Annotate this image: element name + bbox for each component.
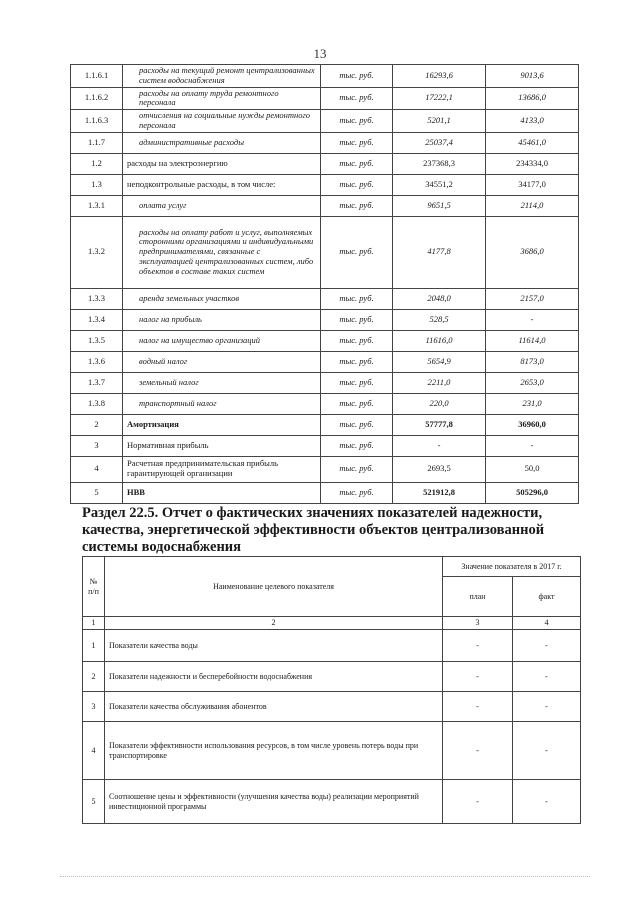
row-value-fact: 13686,0 [486, 87, 579, 110]
row-name: водный налог [123, 351, 321, 372]
indicator-row [83, 630, 581, 662]
table-row [71, 87, 579, 110]
indicator-fact: - [513, 630, 581, 662]
header-plan: план [443, 577, 513, 617]
row-unit: тыс. руб. [321, 482, 393, 503]
row-value-fact: 3686,0 [486, 216, 579, 288]
row-name: налог на имущество организаций [123, 330, 321, 351]
table-row [71, 65, 579, 88]
row-unit: тыс. руб. [321, 414, 393, 435]
row-unit: тыс. руб. [321, 132, 393, 153]
row-name: отчисления на социальные нужды ремонтного персонала [123, 110, 321, 133]
indicator-plan: - [443, 692, 513, 722]
row-unit: тыс. руб. [321, 435, 393, 456]
table-row [71, 393, 579, 414]
indicator-row [83, 780, 581, 824]
row-value-plan: 25037,4 [393, 132, 486, 153]
indicator-no: 5 [83, 780, 105, 824]
table-row [71, 132, 579, 153]
row-name: административные расходы [123, 132, 321, 153]
row-value-fact: 11614,0 [486, 330, 579, 351]
row-name: транспортный налог [123, 393, 321, 414]
row-code: 5 [71, 482, 123, 503]
row-value-fact: 36960,0 [486, 414, 579, 435]
header-fact: факт [513, 577, 581, 617]
header-name: Наименование целевого показателя [105, 557, 443, 617]
row-value-fact: 505296,0 [486, 482, 579, 503]
row-value-fact: 8173,0 [486, 351, 579, 372]
row-value-plan: 9651,5 [393, 195, 486, 216]
row-name: оплата услуг [123, 195, 321, 216]
row-value-plan: 2211,0 [393, 372, 486, 393]
indicator-plan: - [443, 662, 513, 692]
row-name: расходы на текущий ремонт централизованных систем водоснабжения [123, 65, 321, 88]
section-heading [82, 505, 582, 556]
indicator-fact: - [513, 780, 581, 824]
indicator-no: 1 [83, 630, 105, 662]
row-value-plan: 16293,6 [393, 65, 486, 88]
column-number: 1 [83, 617, 105, 630]
row-unit: тыс. руб. [321, 65, 393, 88]
row-code: 1.3.4 [71, 309, 123, 330]
row-name: НВВ [123, 482, 321, 503]
section-heading-line-2: качества, энергетической эффективности объектов централизованной [82, 522, 545, 539]
row-unit: тыс. руб. [321, 330, 393, 351]
table-row [71, 195, 579, 216]
row-code: 1.3 [71, 174, 123, 195]
row-value-plan: 2693,5 [393, 456, 486, 482]
column-numbering-row [83, 617, 581, 630]
row-value-fact: 45461,0 [486, 132, 579, 153]
scan-artifact-line [60, 876, 590, 878]
row-code: 1.1.6.3 [71, 110, 123, 133]
row-code: 1.3.6 [71, 351, 123, 372]
row-name: расходы на оплату труда ремонтного персонала [123, 87, 321, 110]
row-value-fact: - [486, 309, 579, 330]
row-value-plan: - [393, 435, 486, 456]
row-code: 1.3.1 [71, 195, 123, 216]
indicators-header-row [83, 557, 581, 577]
row-value-plan: 34551,2 [393, 174, 486, 195]
row-value-fact: 2653,0 [486, 372, 579, 393]
section-heading-line-1: Раздел 22.5. Отчет о фактических значениях показателей надежности, [82, 505, 543, 521]
page-number: 13 [313, 46, 327, 61]
table-row [71, 288, 579, 309]
table-row [71, 309, 579, 330]
table-row [71, 482, 579, 503]
row-code: 1.3.7 [71, 372, 123, 393]
row-code: 2 [71, 414, 123, 435]
table-row [71, 351, 579, 372]
table-row [71, 435, 579, 456]
row-name: неподконтрольные расходы, в том числе: [123, 174, 321, 195]
row-name: Амортизация [123, 414, 321, 435]
column-number: 4 [513, 617, 581, 630]
row-code: 1.1.6.1 [71, 65, 123, 88]
column-number: 2 [105, 617, 443, 630]
row-unit: тыс. руб. [321, 288, 393, 309]
row-unit: тыс. руб. [321, 216, 393, 288]
row-value-plan: 220,0 [393, 393, 486, 414]
row-name: расходы на оплату работ и услуг, выполняемых сторонними организациями и индивидуальными предпринимателями, связанные с эксплуатацией централизованных систем, либо объектов в составе таких систем [123, 216, 321, 288]
cost-table [70, 64, 579, 504]
row-value-fact: 2157,0 [486, 288, 579, 309]
indicator-name: Показатели качества воды [105, 630, 443, 662]
indicator-row [83, 722, 581, 780]
table-row [71, 216, 579, 288]
row-unit: тыс. руб. [321, 351, 393, 372]
row-code: 1.3.8 [71, 393, 123, 414]
row-unit: тыс. руб. [321, 309, 393, 330]
indicator-name: Показатели надежности и бесперебойности водоснабжения [105, 662, 443, 692]
indicator-name: Показатели эффективности использования ресурсов, в том числе уровень потерь воды при транспортировке [105, 722, 443, 780]
table-row [71, 110, 579, 133]
indicator-row [83, 662, 581, 692]
indicator-no: 4 [83, 722, 105, 780]
row-value-fact: 4133,0 [486, 110, 579, 133]
indicator-name: Соотношение цены и эффективности (улучшения качества воды) реализации мероприятий инвестиционной программы [105, 780, 443, 824]
indicator-no: 2 [83, 662, 105, 692]
header-no: № п/п [83, 557, 105, 617]
table-row [71, 330, 579, 351]
row-code: 1.3.3 [71, 288, 123, 309]
row-value-fact: - [486, 435, 579, 456]
row-unit: тыс. руб. [321, 456, 393, 482]
table-row [71, 174, 579, 195]
row-code: 3 [71, 435, 123, 456]
indicator-name: Показатели качества обслуживания абонентов [105, 692, 443, 722]
row-value-plan: 11616,0 [393, 330, 486, 351]
indicator-plan: - [443, 630, 513, 662]
row-unit: тыс. руб. [321, 372, 393, 393]
table-row [71, 414, 579, 435]
row-value-fact: 50,0 [486, 456, 579, 482]
row-name: Нормативная прибыль [123, 435, 321, 456]
row-code: 4 [71, 456, 123, 482]
row-value-plan: 237368,3 [393, 153, 486, 174]
row-name: аренда земельных участков [123, 288, 321, 309]
table-row [71, 153, 579, 174]
row-code: 1.1.6.2 [71, 87, 123, 110]
indicators-table [82, 556, 581, 824]
indicator-fact: - [513, 722, 581, 780]
row-value-fact: 9013,6 [486, 65, 579, 88]
row-code: 1.2 [71, 153, 123, 174]
indicator-fact: - [513, 662, 581, 692]
row-unit: тыс. руб. [321, 153, 393, 174]
row-value-fact: 234334,0 [486, 153, 579, 174]
row-code: 1.1.7 [71, 132, 123, 153]
indicator-plan: - [443, 780, 513, 824]
row-name: земельный налог [123, 372, 321, 393]
table-row [71, 372, 579, 393]
table-row [71, 456, 579, 482]
row-code: 1.3.5 [71, 330, 123, 351]
row-value-plan: 57777,8 [393, 414, 486, 435]
row-unit: тыс. руб. [321, 195, 393, 216]
row-value-fact: 231,0 [486, 393, 579, 414]
row-value-plan: 17222,1 [393, 87, 486, 110]
row-unit: тыс. руб. [321, 87, 393, 110]
indicator-no: 3 [83, 692, 105, 722]
row-value-plan: 4177,8 [393, 216, 486, 288]
column-number: 3 [443, 617, 513, 630]
row-value-fact: 34177,0 [486, 174, 579, 195]
row-unit: тыс. руб. [321, 393, 393, 414]
row-unit: тыс. руб. [321, 110, 393, 133]
header-values: Значение показателя в 2017 г. [443, 557, 581, 577]
row-code: 1.3.2 [71, 216, 123, 288]
row-value-plan: 528,5 [393, 309, 486, 330]
row-unit: тыс. руб. [321, 174, 393, 195]
row-value-plan: 2048,0 [393, 288, 486, 309]
row-value-plan: 521912,8 [393, 482, 486, 503]
row-value-plan: 5201,1 [393, 110, 486, 133]
indicator-row [83, 692, 581, 722]
section-heading-line-3: системы водоснабжения [82, 539, 241, 556]
row-value-plan: 5654,9 [393, 351, 486, 372]
row-name: Расчетная предпринимательская прибыль гарантирующей организации [123, 456, 321, 482]
row-name: налог на прибыль [123, 309, 321, 330]
row-value-fact: 2114,0 [486, 195, 579, 216]
row-name: расходы на электроэнергию [123, 153, 321, 174]
indicator-fact: - [513, 692, 581, 722]
indicator-plan: - [443, 722, 513, 780]
